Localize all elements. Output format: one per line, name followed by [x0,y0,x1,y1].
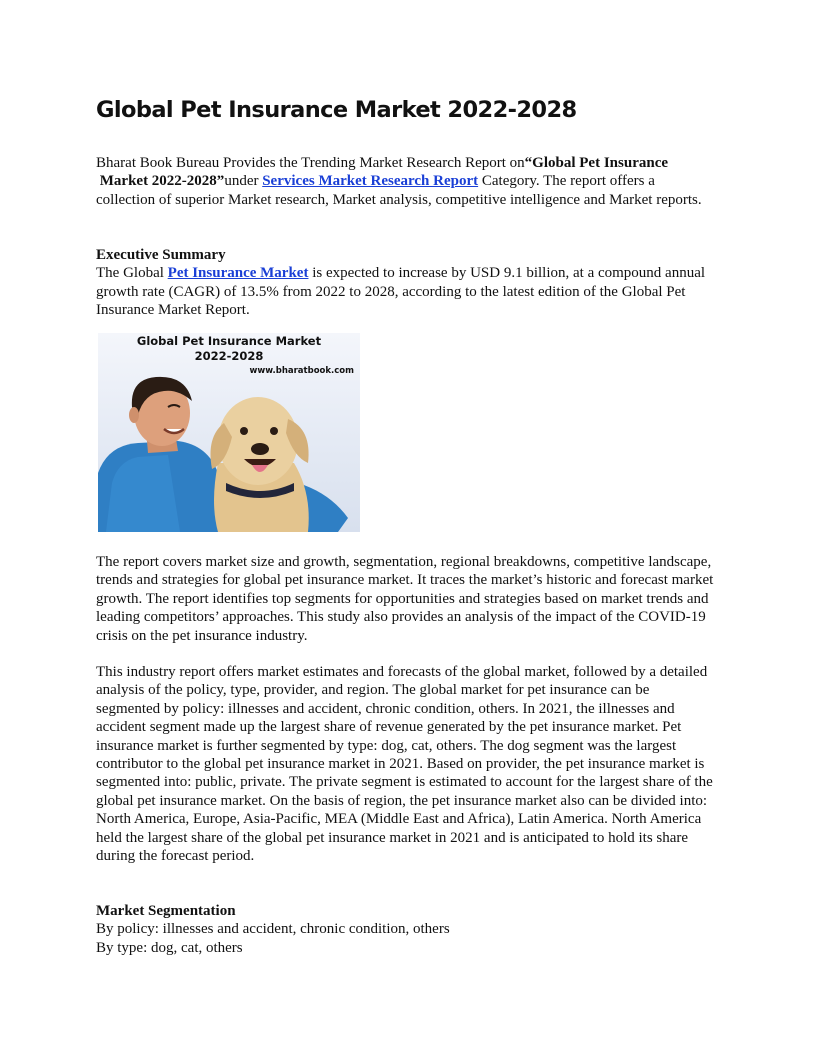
pet-insurance-market-link[interactable]: Pet Insurance Market [167,265,309,282]
intro-text-after: Category. The report offers a collection of superior Market research, Market analysis, competitive intelligence and Market reports. [96,173,702,208]
executive-summary [96,246,716,320]
report-coverage-paragraph: The report covers market size and growth, segmentation, regional breakdowns, competitive landscape, trends and strategies for global pet insurance market. It traces the market’s historic and forecast market growth. The report identifies top segments for opportunities and strategies based on market trends and leading competitors’ approaches. This study also provides an analysis of the impact of the COVID-19 crisis on the pet insurance industry. [96,554,714,644]
segmentation-by-type: By type: dog, cat, others [96,939,243,956]
cover-title [98,334,360,364]
page-title: Global Pet Insurance Market 2022-2028 [96,97,577,123]
report-title-bold-cont: Market 2022-2028” [99,173,225,190]
executive-text-after: is expected to increase by USD 9.1 billion, at a compound annual growth rate (CAGR) of 13.5% from 2022 to 2028, according to the latest edition of the Global Pet Insurance Market Report. [96,265,706,319]
segmentation-heading: Market Segmentation [96,903,236,919]
services-report-link[interactable]: Services Market Research Report [262,173,479,190]
cover-title-line1: Global Pet Insurance Market [136,334,322,348]
intro-text: Bharat Book Bureau Provides the Trending Market Research Report on [96,155,525,171]
executive-summary-heading: Executive Summary [96,247,226,263]
cover-url: www.bharatbook.com [249,366,354,376]
report-cover-image [98,333,360,532]
industry-report-paragraph: This industry report offers market estimates and forecasts of the global market, followed by a detailed analysis of the policy, type, provider, and region. The global market for pet insurance can be segmented by policy: illnesses and accident, chronic condition, others. In 2021, the illnesses and accident segment made up the largest share of revenue generated by the pet insurance market. Pet insurance market is further segmented by type: dog, cat, others. The dog segment was the largest contributor to the global pet insurance market in 2021. Based on provider, the pet insurance market is segmented into: public, private. The private segment is estimated to account for the largest share of the global pet insurance market. On the basis of region, the pet insurance market also can be divided into: North America, Europe, Asia-Pacific, MEA (Middle East and Africa), Latin America. North America held the largest share of the global pet insurance market in 2021 and is anticipated to hold its share during the forecast period. [96,664,713,865]
cover-title-line2: 2022-2028 [194,349,264,363]
market-segmentation [96,902,716,957]
intro-under: under [224,173,263,190]
segmentation-by-policy: By policy: illnesses and accident, chronic condition, others [96,921,450,938]
intro-paragraph [96,154,716,209]
report-title-bold: “Global Pet Insurance [524,155,669,171]
executive-text: The Global [96,265,168,282]
